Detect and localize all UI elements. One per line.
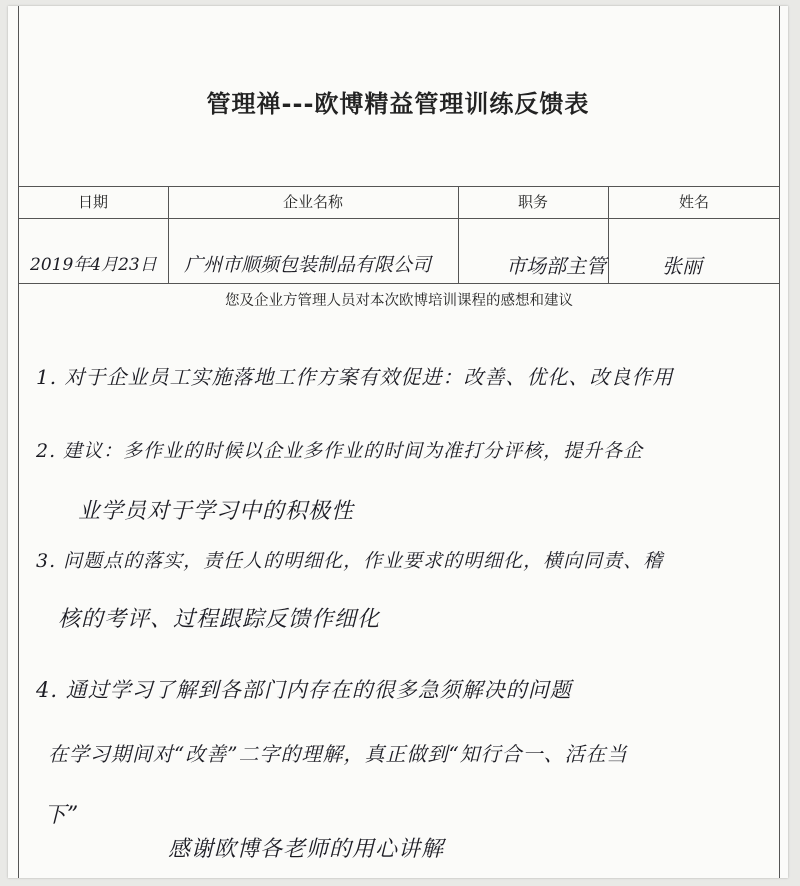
feedback-line-9: 感谢欧博各老师的用心讲解 <box>168 837 445 862</box>
feedback-line-3: 业学员对于学习中的积极性 <box>78 499 355 524</box>
feedback-prompt: 您及企业方管理人员对本次欧博培训课程的感想和建议 <box>225 293 573 309</box>
feedback-line-8: 下” <box>44 803 80 828</box>
feedback-line-5: 核的考评、过程跟踪反馈作细化 <box>58 607 381 632</box>
header-position: 职务 <box>517 193 548 211</box>
feedback-line-4: 3. 问题点的落实，责任人的明细化，作业要求的明细化，横向同责、稽 <box>36 550 664 572</box>
value-company: 广州市顺频包装制品有限公司 <box>184 254 432 276</box>
feedback-line-2: 2. 建议：多作业的时候以企业多作业的时间为准打分评核，提升各企 <box>36 440 644 462</box>
feedback-line-7: 在学习期间对“改善”二字的理解，真正做到“知行合一、活在当 <box>48 742 628 766</box>
header-name: 姓名 <box>678 193 709 211</box>
value-date: 2019年4月23日 <box>30 255 157 275</box>
feedback-line-6: 4. 通过学习了解到各部门内存在的很多急须解决的问题 <box>36 678 572 702</box>
value-position: 市场部主管 <box>506 254 606 278</box>
form-title: 管理禅---欧博精益管理训练反馈表 <box>206 90 590 118</box>
value-name: 张丽 <box>662 254 702 278</box>
feedback-form-sheet <box>8 6 788 878</box>
values-bottom-rule <box>18 283 780 284</box>
header-date: 日期 <box>77 193 108 211</box>
header-bottom-rule <box>18 218 780 219</box>
feedback-line-1: 1. 对于企业员工实施落地工作方案有效促进：改善、优化、改良作用 <box>36 365 674 389</box>
header-company: 企业名称 <box>282 193 343 211</box>
